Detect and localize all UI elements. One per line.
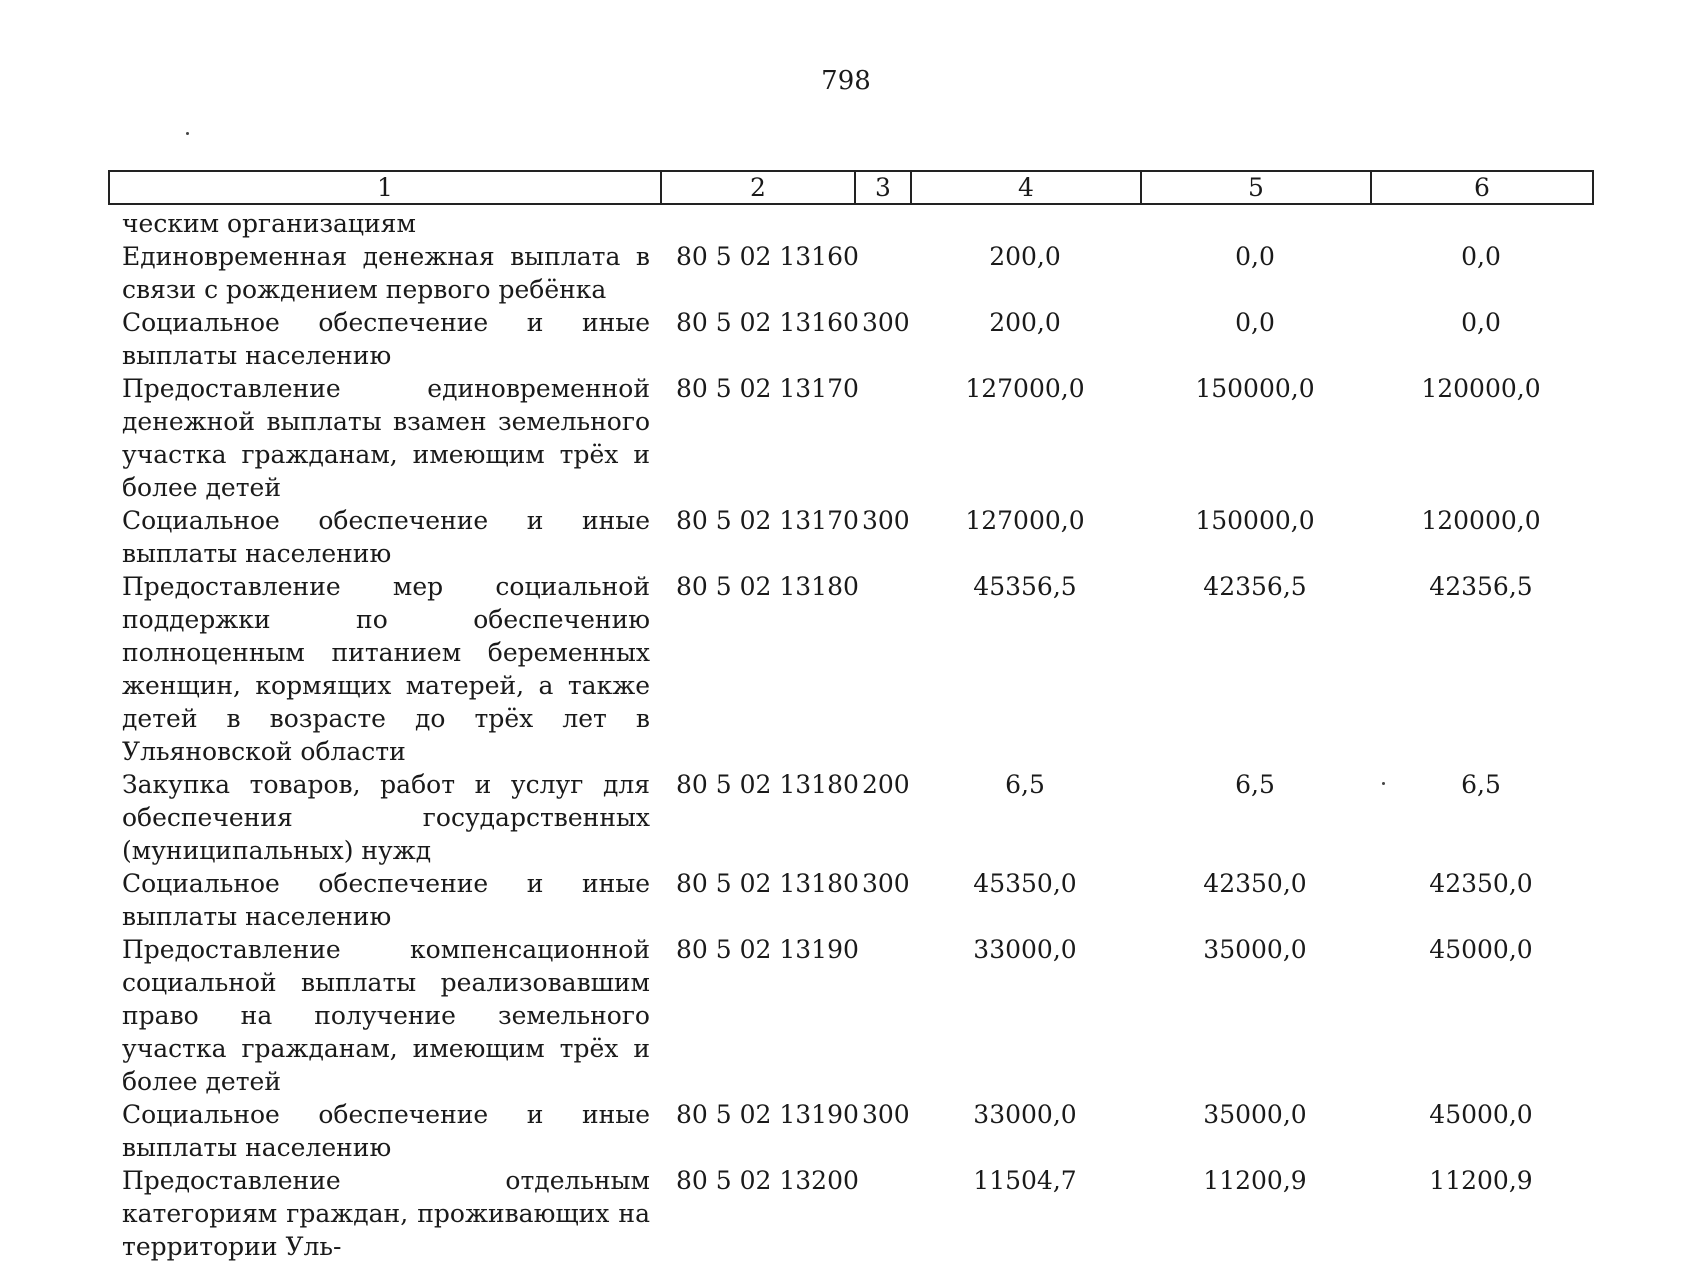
- row-value-5: 0,0: [1235, 242, 1275, 271]
- row-type: 300: [862, 869, 910, 898]
- row-value-5: 11200,9: [1203, 1166, 1307, 1195]
- header-col-1: 1: [109, 171, 661, 204]
- scan-speck: [186, 132, 189, 135]
- row-value-4: 45356,5: [973, 572, 1077, 601]
- row-value-4: 33000,0: [973, 1100, 1077, 1129]
- row-type: 300: [862, 308, 910, 337]
- row-name: Предоставление мер социальной поддержки по обеспечению полноценным питанием беременных женщин, кормящих матерей, а также детей в возрасте до трёх лет в Ульяновской области: [122, 572, 650, 766]
- row-value-4: 11504,7: [973, 1166, 1077, 1195]
- row-type: [854, 240, 910, 306]
- row-type: [854, 1164, 910, 1263]
- row-value-6: 42350,0: [1429, 869, 1533, 898]
- row-value-6: 11200,9: [1429, 1166, 1533, 1195]
- row-name: Предоставление компенсационной социальной выплаты реализовавшим право на получение земельного участка гражданам, имеющим трёх и более детей: [122, 935, 650, 1096]
- row-value-5: 150000,0: [1195, 374, 1315, 403]
- row-value-6: 42356,5: [1429, 572, 1533, 601]
- row-name: Социальное обеспечение и иные выплаты населению: [122, 506, 650, 568]
- row-type: [854, 207, 910, 240]
- table-row: [108, 306, 1592, 372]
- table-row: [108, 570, 1592, 768]
- row-type: 200: [862, 770, 910, 799]
- row-value-6: 120000,0: [1421, 506, 1541, 535]
- row-value-6: 45000,0: [1429, 935, 1533, 964]
- row-value-4: 127000,0: [965, 506, 1085, 535]
- row-value-5: 42356,5: [1203, 572, 1307, 601]
- row-value-5: 6,5: [1235, 770, 1275, 799]
- row-name: Социальное обеспечение и иные выплаты населению: [122, 1100, 650, 1162]
- row-code: 80 5 02 13190: [676, 935, 859, 964]
- row-value-6: 120000,0: [1421, 374, 1541, 403]
- table-row: [108, 933, 1592, 1098]
- row-name: ческим организациям: [122, 209, 416, 238]
- row-value-5: 35000,0: [1203, 1100, 1307, 1129]
- row-type: [854, 372, 910, 504]
- row-name: Предоставление единовременной денежной выплаты взамен земельного участка гражданам, имеющим трёх и более детей: [122, 374, 650, 502]
- table-row: [108, 207, 1592, 240]
- table-row: [108, 372, 1592, 504]
- table-row: [108, 768, 1592, 867]
- header-col-4: 4: [911, 171, 1141, 204]
- row-code: 80 5 02 13160: [676, 308, 859, 337]
- row-type: [854, 570, 910, 768]
- row-code: 80 5 02 13170: [676, 506, 859, 535]
- row-code: [660, 207, 854, 240]
- row-value-5: 35000,0: [1203, 935, 1307, 964]
- row-value-4: 200,0: [989, 308, 1061, 337]
- row-value-4: 45350,0: [973, 869, 1077, 898]
- row-value-5: 42350,0: [1203, 869, 1307, 898]
- table-row: [108, 1164, 1592, 1263]
- row-code: 80 5 02 13180: [676, 770, 859, 799]
- table-row: [108, 504, 1592, 570]
- row-value-4: 200,0: [989, 242, 1061, 271]
- header-col-3: 3: [855, 171, 911, 204]
- table-header: [108, 170, 1594, 205]
- header-col-2: 2: [661, 171, 855, 204]
- row-type: [854, 933, 910, 1098]
- row-code: 80 5 02 13180: [676, 869, 859, 898]
- table-row: [108, 867, 1592, 933]
- row-value-5: 150000,0: [1195, 506, 1315, 535]
- header-row: [109, 171, 1593, 204]
- header-col-6: 6: [1371, 171, 1593, 204]
- row-value-6: 45000,0: [1429, 1100, 1533, 1129]
- row-name: Социальное обеспечение и иные выплаты населению: [122, 869, 650, 931]
- row-value-5: 0,0: [1235, 308, 1275, 337]
- row-code: 80 5 02 13190: [676, 1100, 859, 1129]
- row-code: 80 5 02 13180: [676, 572, 859, 601]
- row-code: 80 5 02 13170: [676, 374, 859, 403]
- table-row: [108, 240, 1592, 306]
- table-row: [108, 1098, 1592, 1164]
- budget-table: [108, 207, 1592, 1263]
- row-name: Предоставление отдельным категориям граждан, проживающих на территории Уль-: [122, 1166, 650, 1261]
- row-value-6: [1370, 207, 1592, 240]
- row-value-6: 6,5: [1461, 770, 1501, 799]
- row-value-4: 33000,0: [973, 935, 1077, 964]
- row-code: 80 5 02 13200: [676, 1166, 859, 1195]
- page-number: 798: [821, 66, 871, 96]
- row-type: 300: [862, 506, 910, 535]
- header-col-5: 5: [1141, 171, 1371, 204]
- row-value-5: [1140, 207, 1370, 240]
- row-value-6: 0,0: [1461, 242, 1501, 271]
- row-value-4: [910, 207, 1140, 240]
- row-name: Единовременная денежная выплата в связи с рождением первого ребёнка: [122, 242, 650, 304]
- row-value-6: 0,0: [1461, 308, 1501, 337]
- row-value-4: 127000,0: [965, 374, 1085, 403]
- row-name: Закупка товаров, работ и услуг для обеспечения государственных (муниципальных) нужд: [122, 770, 650, 865]
- row-type: 300: [862, 1100, 910, 1129]
- row-value-4: 6,5: [1005, 770, 1045, 799]
- row-name: Социальное обеспечение и иные выплаты населению: [122, 308, 650, 370]
- row-code: 80 5 02 13160: [676, 242, 859, 271]
